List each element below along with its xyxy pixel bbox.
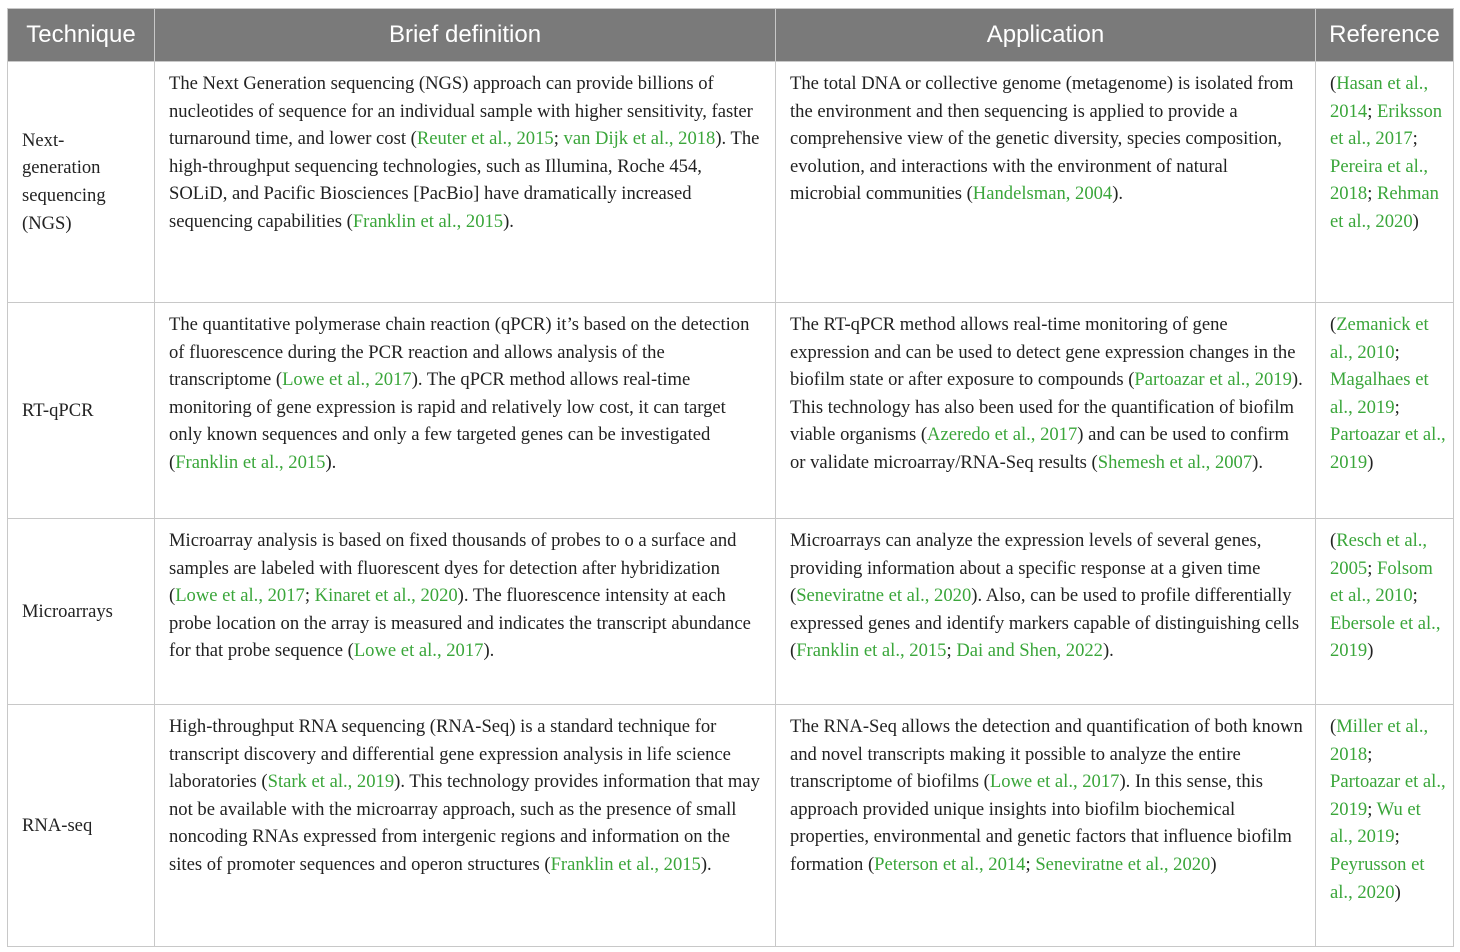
citation-link[interactable]: Magalhaes et al., 2019 — [1330, 369, 1429, 418]
citation-link[interactable]: Franklin et al., 2015 — [796, 640, 947, 662]
table-row — [8, 303, 1454, 519]
technique-cell — [8, 303, 155, 519]
header-row — [8, 9, 1454, 62]
cell-text: ). — [1112, 183, 1124, 205]
citation-link[interactable]: Wu et al., 2019 — [1330, 798, 1421, 848]
cell-text: ). — [503, 210, 514, 232]
cell-text: ) and can be used to confirm or validate microarray/RNA-Seq results ( — [790, 424, 1289, 473]
citation-link[interactable]: Stark et al., 2019 — [267, 771, 395, 793]
definition-cell — [155, 705, 776, 947]
citation-link[interactable]: Franklin et al., 2015 — [175, 451, 326, 473]
cell-text: ). — [483, 640, 495, 662]
citation-link[interactable]: Resch et al., 2005 — [1330, 530, 1428, 579]
header-technique: Technique — [8, 9, 155, 62]
cell-text: ; — [1394, 826, 1400, 848]
table-row — [8, 705, 1454, 947]
header-brief-definition: Brief definition — [155, 9, 776, 62]
citation-link[interactable]: Kinaret et al., 2020 — [314, 585, 458, 607]
cell-text: The quantitative polymerase chain reaction (qPCR) it’s based on the detection of fluorescence during the PCR reaction and allows analysis of the transcriptome ( — [169, 314, 750, 391]
citation-link[interactable]: Peterson et al., 2014 — [874, 853, 1026, 875]
cell-text: ; — [1367, 183, 1378, 205]
cell-text: ; — [1367, 743, 1373, 765]
citation-link[interactable]: Peyrusson et al., 2020 — [1330, 853, 1425, 903]
cell-text: The Next Generation sequencing (NGS) approach can provide billions of nucleotides of sequence for an individual sample with higher sensitivity, faster turnaround time, and lower cost ( — [169, 73, 753, 150]
citation-link[interactable]: Partoazar et al., 2019 — [1134, 369, 1292, 391]
citation-link[interactable]: Partoazar et al., 2019 — [1330, 424, 1446, 473]
cell-text: ) — [1394, 881, 1401, 903]
citation-link[interactable]: van Dijk et al., 2018 — [563, 128, 716, 150]
cell-text: ). This technology has also been used for the quantification of biofilm viable organisms ( — [790, 369, 1303, 446]
citation-link[interactable]: Eriksson et al., 2017 — [1330, 100, 1443, 150]
cell-text: Microarrays can analyze the expression levels of several genes, providing information about a specific response at a given time ( — [790, 530, 1262, 607]
technique-name: RT-qPCR — [22, 399, 94, 421]
citation-link[interactable]: Seneviratne et al., 2020 — [1035, 853, 1211, 875]
citation-link[interactable]: Ebersole et al., 2019 — [1330, 612, 1441, 662]
cell-text: ; — [1412, 128, 1418, 150]
citation-link[interactable]: Zemanick et al., 2010 — [1330, 314, 1429, 363]
reference-cell — [1316, 705, 1454, 947]
technique-name: Next- generation sequencing (NGS) — [22, 129, 106, 234]
cell-text: ( — [1330, 73, 1337, 94]
cell-text: ). This technology provides information that may not be available with the microarray approach, such as the presence of small noncoding RNAs expressed from intergenic regions and information on the sites of promoter sequences and operon structures ( — [169, 771, 760, 875]
cell-text: ). — [1102, 640, 1114, 662]
cell-text: Microarray analysis is based on fixed thousands of probes to o a surface and samples are labeled with fluorescent dyes for detection after hybridization ( — [169, 530, 737, 607]
reference-cell — [1316, 519, 1454, 705]
citation-link[interactable]: Folsom et al., 2010 — [1330, 557, 1433, 607]
citation-link[interactable]: Pereira et al., 2018 — [1330, 155, 1429, 205]
cell-text: ( — [1330, 716, 1337, 737]
citation-link[interactable]: Hasan et al., 2014 — [1330, 73, 1429, 122]
citation-link[interactable]: Rehman et al., 2020 — [1330, 183, 1439, 232]
cell-text: ; — [1394, 396, 1400, 418]
cell-text: ). Also, can be used to profile differentially expressed genes and identify markers capable of distinguishing cells ( — [790, 585, 1300, 662]
citation-link[interactable]: Miller et al., 2018 — [1330, 716, 1429, 765]
cell-text: High-throughput RNA sequencing (RNA-Seq) is a standard technique for transcript discovery and differential gene expression analysis in life science laboratories ( — [169, 716, 731, 793]
cell-text: ; — [1367, 798, 1377, 820]
cell-text: ) — [1412, 210, 1419, 232]
header-reference: Reference — [1316, 9, 1454, 62]
cell-text: ). The high-throughput sequencing technologies, such as Illumina, Roche 454, SOLiD, and Pacific Biosciences [PacBio] have dramatically increased sequencing capabilities ( — [169, 128, 760, 232]
cell-text: ) — [1210, 853, 1217, 875]
cell-text: ; — [1367, 557, 1378, 579]
technique-cell — [8, 62, 155, 303]
reference-cell — [1316, 303, 1454, 519]
cell-text: ; — [553, 128, 564, 150]
cell-text: ( — [1330, 314, 1337, 335]
cell-text: ; — [946, 640, 957, 662]
citation-link[interactable]: Franklin et al., 2015 — [352, 210, 504, 232]
technique-name: Microarrays — [22, 600, 113, 622]
cell-text: The RNA-Seq allows the detection and quantification of both known and novel transcripts making it possible to analyze the entire transcriptome of biofilms ( — [790, 716, 1303, 793]
citation-link[interactable]: Azeredo et al., 2017 — [927, 424, 1078, 446]
cell-text: ). The fluorescence intensity at each probe location on the array is measured and indicates the transcript abundance for that probe sequence ( — [169, 585, 751, 662]
cell-text: ; — [1025, 853, 1036, 875]
cell-text: The RT-qPCR method allows real-time monitoring of gene expression and can be used to detect gene expression changes in the biofilm state or after exposure to compounds ( — [790, 314, 1296, 391]
application-cell — [776, 705, 1316, 947]
header-application: Application — [776, 9, 1316, 62]
application-cell — [776, 62, 1316, 303]
citation-link[interactable]: Shemesh et al., 2007 — [1097, 451, 1253, 473]
definition-cell — [155, 303, 776, 519]
citation-link[interactable]: Lowe et al., 2017 — [175, 585, 305, 607]
cell-text: ). — [325, 451, 337, 473]
cell-text: ) — [1367, 451, 1374, 473]
citation-link[interactable]: Handelsman, 2004 — [972, 183, 1113, 205]
cell-text: ; — [1367, 100, 1378, 122]
cell-text: ; — [1412, 585, 1418, 607]
citation-link[interactable]: Franklin et al., 2015 — [550, 853, 701, 875]
techniques-table — [7, 8, 1454, 947]
reference-cell — [1316, 62, 1454, 303]
cell-text: ) — [1367, 640, 1374, 662]
citation-link[interactable]: Lowe et al., 2017 — [989, 771, 1120, 793]
technique-name: RNA-seq — [22, 814, 93, 836]
definition-cell — [155, 62, 776, 303]
application-cell — [776, 303, 1316, 519]
cell-text: ; — [1394, 341, 1400, 363]
table-row — [8, 519, 1454, 705]
cell-text: ). In this sense, this approach provided unique insights into biofilm biochemical properties, environmental and genetic factors that influence biofilm formation ( — [790, 771, 1292, 875]
cell-text: The total DNA or collective genome (metagenome) is isolated from the environment and then sequencing is applied to provide a comprehensive view of the genetic diversity, species composition, evolution, and interactions with the environment of natural microbial communities ( — [790, 73, 1294, 205]
application-cell — [776, 519, 1316, 705]
technique-cell — [8, 519, 155, 705]
citation-link[interactable]: Lowe et al., 2017 — [353, 640, 484, 662]
cell-text: ). — [1252, 451, 1263, 473]
citation-link[interactable]: Partoazar et al., 2019 — [1330, 771, 1446, 820]
cell-text: ). The qPCR method allows real-time monitoring of gene expression is rapid and relatively low cost, it can target only known sequences and only a few targeted genes can be investigated ( — [169, 369, 726, 473]
citation-link[interactable]: Seneviratne et al., 2020 — [796, 585, 972, 607]
citation-link[interactable]: Lowe et al., 2017 — [282, 369, 412, 391]
cell-text: ( — [1330, 530, 1337, 551]
definition-cell — [155, 519, 776, 705]
citation-link[interactable]: Reuter et al., 2015 — [416, 128, 554, 150]
cell-text: ). — [700, 853, 712, 875]
cell-text: ; — [304, 585, 315, 607]
table-row — [8, 62, 1454, 303]
technique-cell — [8, 705, 155, 947]
citation-link[interactable]: Dai and Shen, 2022 — [956, 640, 1103, 662]
